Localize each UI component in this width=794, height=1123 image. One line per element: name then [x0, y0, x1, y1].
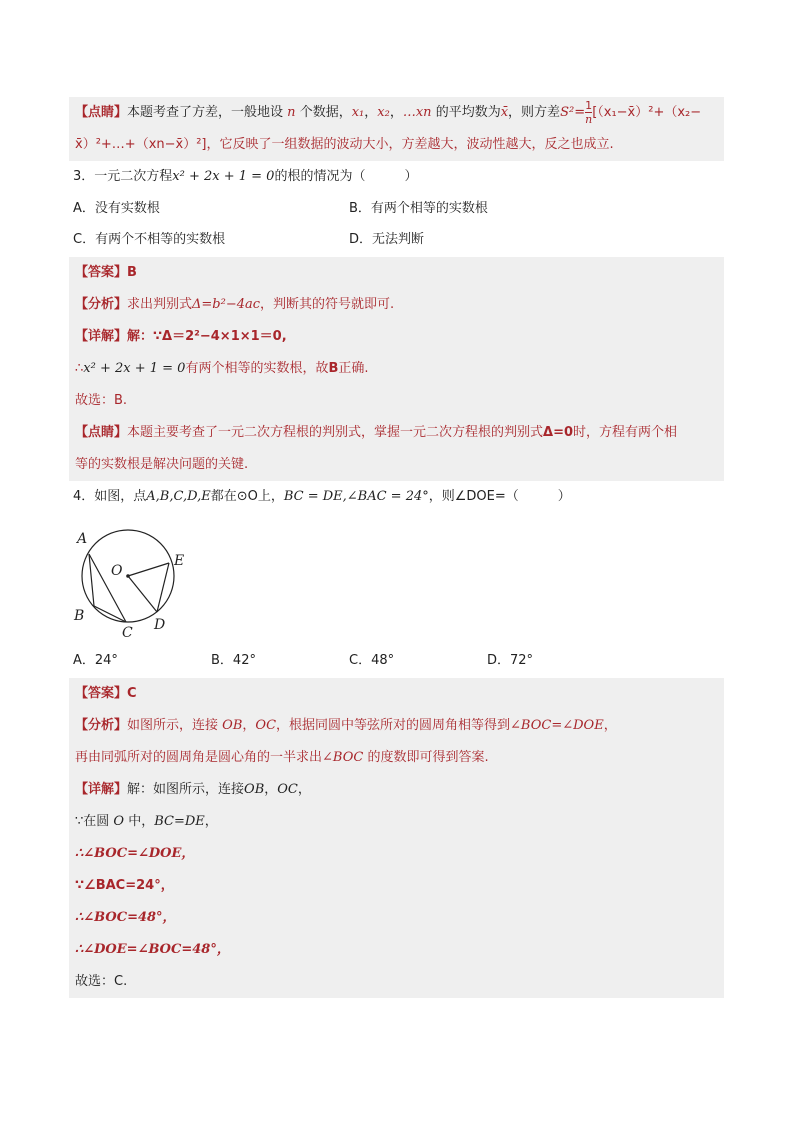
note-block-top [69, 97, 724, 161]
q4-options-row [69, 645, 724, 676]
q4-detail-4: ∵∠BAC=24°， [75, 878, 174, 893]
radius-oe [128, 563, 169, 576]
q3-detail-2: ∴x² + 2x + 1 = 0有两个相等的实数根，故B正确. [75, 361, 369, 376]
note-tag: 【点睛】 [75, 105, 128, 120]
q3-analysis: 【分析】求出判别式Δ=b²−4ac，判断其的符号就即可. [75, 297, 395, 312]
q3-answer: 【答案】B [75, 265, 137, 280]
document-page [69, 97, 724, 998]
q3-option-b: B．有两个相等的实数根 [349, 201, 488, 216]
q4-solution-block [69, 678, 724, 998]
q4-analysis-1: 【分析】如图所示，连接 OB，OC，根据同圆中等弦所对的圆周角相等得到∠BOC=∠DOE， [75, 718, 617, 733]
q3-note-1: 【点睛】本题主要考查了一元二次方程根的判别式，掌握一元二次方程根的判别式Δ=0时，方程有两个相 [75, 425, 678, 440]
q3-option-a: A．没有实数根 [73, 201, 160, 216]
q3-choose: 故选：B. [75, 393, 128, 408]
q4-option-c: C．48° [349, 653, 395, 668]
q4-answer: 【答案】C [75, 686, 137, 701]
label-b: B [74, 608, 85, 624]
q3-detail: 【详解】解：∵Δ＝2²−4×1×1＝0, [75, 329, 287, 344]
q4-detail-6: ∴∠DOE=∠BOC=48°， [75, 942, 230, 957]
q4-option-d: D．72° [487, 653, 534, 668]
label-c: C [122, 625, 133, 639]
q3-note-2: 等的实数根是解决问题的关键. [75, 457, 249, 472]
q3-solution-block [69, 257, 724, 481]
label-o: O [111, 563, 123, 579]
chord-de [157, 563, 169, 612]
label-a: A [77, 531, 88, 547]
q3-option-d: D．无法判断 [349, 232, 425, 247]
q4-option-b: B．42° [211, 653, 256, 668]
q3-stem: 3．一元二次方程x² + 2x + 1 = 0的根的情况为（ ） [73, 169, 418, 184]
q4-analysis-2: 再由同弧所对的圆周角是圆心角的一半求出∠BOC 的度数即可得到答案. [75, 750, 489, 765]
fraction: $\frac{1}{n}$ [585, 99, 593, 126]
q4-detail-1: 【详解】解：如图所示，连接OB，OC， [75, 782, 311, 797]
radius-od [128, 576, 157, 612]
q3-option-c: C．有两个不相等的实数根 [73, 232, 226, 247]
circle-diagram [73, 519, 203, 639]
q4-detail-5: ∴∠BOC=48°， [75, 910, 176, 925]
label-d: D [154, 617, 166, 633]
q4-detail-3: ∴∠BOC=∠DOE， [75, 846, 195, 861]
note-line-2: x̄）²+…+（xn−x̄）²]，它反映了一组数据的波动大小，方差越大，波动性越大，反之也成立. [75, 137, 614, 152]
q3-options-row-1 [69, 193, 724, 224]
q4-choose: 故选：C. [75, 974, 128, 989]
q4-option-a: A．24° [73, 653, 118, 668]
q4-detail-2: ∵在圆 O 中，BC=DE， [75, 814, 218, 829]
center-point [126, 574, 130, 578]
label-e: E [174, 553, 185, 569]
circle-figure [73, 519, 724, 639]
q4-stem: 4．如图，点A,B,C,D,E都在⊙O上，BC = DE,∠BAC = 24°，则∠DOE=（ ） [73, 489, 571, 504]
note-line-1: 【点睛】本题考查了方差，一般地设 n 个数据，x₁，x₂，…xn 的平均数为x̄，则方差S²= $\frac{1}{n}$ [（x₁−x̄）²+（x₂− [75, 99, 702, 126]
q3-options-row-2 [69, 224, 724, 255]
